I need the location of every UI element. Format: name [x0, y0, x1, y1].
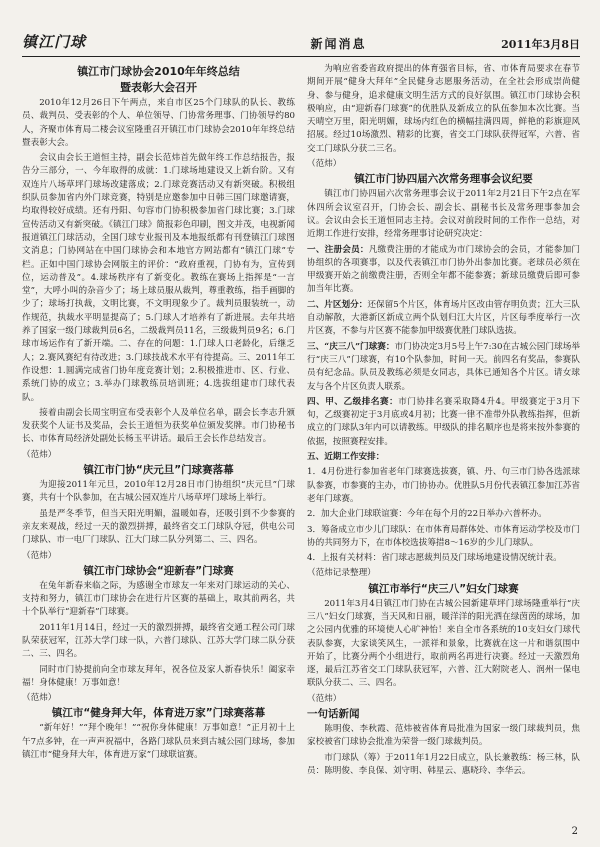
paragraph: “新年好！”“拜个晚年！”“祝你身体健康！万事如意！”正月初十上午7点多钟，在一声声祝福中，各路门球队员来到古城公园门球场，参加镇江市“健身拜大年，体育进万家”门球联谊赛。 [22, 723, 295, 761]
page-number: 2 [571, 826, 578, 837]
item-heading: 一、注册会员： [307, 244, 369, 255]
item-heading: 三、“庆三八”门球赛： [307, 341, 395, 352]
paragraph: 接着由副会长周宝明宣布受表彰个人及单位名单，副会长李志升颁发获奖个人证书及奖品，会长王道恒为获奖单位颁发奖牌。市门协秘书长、市体育局经济处副处长杨玉平讲话。最后王会长作总结发言。 [22, 407, 295, 445]
article-title: 镇江市“健身拜大年，体育进万家”门球赛落幕 [51, 707, 266, 720]
paragraph: 市门球队（筹）于2011年1月22日成立，队长兼教练：杨三林，队员：陈明俊、李良保、刘守明、韩星云、惠晓玲、李华云。 [307, 752, 580, 776]
issue-date: 2011年3月8日 [501, 38, 580, 51]
paragraph: 镇江市门协四届六次常务理事会议于2011年2月21日下午2点在军休四所会议室召开，门协会长、副会长、副秘书长及常务理事参加会议。会议由会长王道恒同志主持。会议对前段时间的工作作一总结，对近期工作进行安排，经常务理事讨论研究决定： [307, 189, 580, 240]
work-item: 2．加大企业门球联谊赛：今年在每个月的22日举办六普杯办。 [307, 509, 547, 520]
paragraph: 为响应省委省政府提出的体育强省目标，省、市体育局要求在春节期间开展“健身大拜年”全民健身志愿服务活动，在全社会形成崇尚健身、参与健身，追求健康文明生活方式的良好氛围。镇江市门球协会积极响应，由“迎新春门球赛”的优胜队及新成立的队伍参加本次比赛。当天晴空万里，阳光明媚，球场内红色的横幅挂满四周，鲜艳的彩旗迎风招展。经过10场激烈、精彩的比赛，省交工门球队获得冠军，六普、省交工门球队分获二三名。 [307, 64, 580, 154]
item-body: 市门协排名赛采取降4升4。甲级赛定于3月下旬，乙级赛初定于3月底或4月初；比赛一律不准带外队教练指挥，但新成立的门球队3年内可以请教练。甲级队的排名顺序也是将来按外参赛的依据，按照赛程安排。 [307, 396, 580, 447]
article-title: 镇江市门协四届六次常务理事会议纪要 [354, 173, 533, 186]
item-heading: 二、片区划分： [307, 299, 368, 310]
paragraph: 2010年12月26日下午两点，来自市区25个门球队的队长、教练员、裁判员、受表彰的个人、单位领导、门协常务理事、门协领导约80人，齐聚市体育局二楼会议室隆重召开镇江市门球协会2010年年终总结暨表彰大会。 [22, 98, 295, 148]
article-title: 镇江市门协“庆元旦”门球赛落幕 [83, 464, 234, 477]
item-heading: 五、近期工作安排： [307, 452, 385, 463]
content-columns [22, 63, 580, 823]
masthead: 镇江门球 [22, 33, 87, 51]
paragraph: 为迎接2011年元旦，2010年12月28日市门协组织“庆元旦”门球赛，共有十个队参加，在古城公园双连片八场草坪门球场上举行。 [22, 480, 295, 504]
paragraph: 虽是严冬季节，但当天阳光明媚，温暖如春，还吸引到不少参赛的亲友来观战，经过一天的激烈拼搏，最终省交工门球队夺冠，供电公司门球队、市一电厂门球队、江大门球二队分列第二、三、四名。 [22, 508, 295, 546]
paragraph: 陈明俊、李秋霞、范炜被省体育局批准为国家一级门球裁判员，焦家校被省门球协会批准为荣誉一级门球裁判员。 [307, 724, 580, 748]
minutes-item [307, 451, 580, 464]
author: （范炜记录整理） [307, 568, 376, 579]
author: （范炜） [22, 693, 57, 704]
minutes-item [307, 299, 580, 339]
paragraph: 会议由会长王道恒主持，副会长范炜首先做年终工作总结报告，报告分三部分，一、今年取得的成就：1.门球场地建设又上新台阶。又有双连片八场草坪门球场改建落成；2.门球竞赛活动又有新突破。积极组织队员参加省内外门球竞赛，特别是应邀参加中日韩三国门球邀请赛，均取得较好成绩。还有丹阳、句容市门协积极参加省门球比赛；3.门球宣传活动又有新突破。《镇江门球》简报彩色印刷，图文并茂，电视新闻报道镇江门球活动，全国门球专业报刊及本地报纸都有刊登镇江门球图文消息；门协网站在中国门球协会和本地官方网站都有“镇江门球”专栏。正如中国门球协会网版主的评价：“政府重视，门协有为，宣传到位，运动普及”。4.球场秩序有了新变化。教练在赛场上指挥是“一言堂”，大呼小叫的杂音少了；场上球员服从裁判，尊重教练，指手画脚的少了；球场打执裁，文明比赛，不文明现象少了。裁判员服装统一，动作规范，执裁水平明显提高了；5.门球人才培养有了新进展。去年共培养了国家一级门球裁判员6名，二级裁判员11名，三级裁判员9名；6.门球市场运作有了新开端。二、存在的问题：1.门球人口老龄化，后继乏人；2.赛风赛纪有待改进；3.门球技战术水平有待提高。三、2011年工作设想：1.圆满完成省门协年度竞赛计划；2.积极推进市、区、行业、系统门协的成立；3.举办门球教练员培训班；4.选拔组建市门球代表队。 [22, 153, 295, 403]
paragraph: 2011年1月14日，经过一天的激烈拼搏，最终省交通工程公司门球队荣获冠军，江苏大学门球一队，六普门球队、江苏大学门球二队分获二、三、四名。 [22, 622, 295, 660]
work-item: 4．上报有关材料：省门球志愿裁判员及门球场地建设情况统计表。 [307, 553, 562, 564]
author: （范炜） [22, 449, 57, 460]
paragraph: 同时市门协提前向全市球友拜年，祝各位及家人新春快乐！阖家幸福！身体健康！万事如意！ [22, 664, 295, 688]
item-body: 还保留5个片区，体育场片区改由管存明负责；江大三队自动解散，大港新区新成立两个队划归江大片区，片区每季度举行一次片区赛，不参与片区赛不能参加甲级赛优胜门球队选拔。 [307, 299, 580, 337]
article-title: 一句话新闻 [307, 708, 360, 721]
minutes-item [307, 244, 580, 297]
item-body: 凡缴费注册的才能成为市门球协会的会员，才能参加门协组织的各项赛事，以及代表镇江市门协外出参加比赛。老球员必须在甲级赛开始之前缴费注册，否则全年都不能参赛；新球员缴费后即可参加当年比赛。 [307, 244, 580, 295]
article-title: 镇江市门球协会2010年年终总结 [77, 65, 240, 78]
minutes-item [307, 341, 580, 394]
author: （范炜） [307, 693, 342, 704]
section-title: 新闻消息 [310, 37, 367, 51]
right-column [307, 63, 580, 823]
article-title: 镇江市门球协会“迎新春”门球赛 [83, 564, 234, 577]
article-subtitle: 暨表彰大会召开 [120, 81, 197, 94]
work-item: 3．筹备成立市少儿门球队：在市体育局群体处、市体育运动学校及市门协的共同努力下，在市体校选拔筹措8～16岁的少儿门球队。 [307, 524, 580, 548]
left-column [22, 63, 295, 823]
page-header [22, 30, 580, 52]
author: （范炜） [22, 550, 57, 561]
work-item: 1．4月份进行参加省老年门球赛选拔赛，镇、丹、句三市门协各选派球队参赛，市参赛的主办，市门协协办。优胜队5月份代表镇江参加江苏省老年门球赛。 [307, 467, 580, 504]
author: （范炜） [307, 159, 342, 170]
article-title: 镇江市举行“庆三八”妇女门球赛 [368, 582, 519, 595]
header-rule [22, 56, 580, 57]
item-heading: 四、甲、乙级排名赛： [307, 396, 399, 407]
paragraph: 2011年3月4日镇江市门协在古城公园新建草坪门球场隆重举行“庆三八”妇女门球赛，当天风和日丽，暖洋洋的阳光洒在绿茵茵的球场，加之公园内优雅的环境使人心旷神怡！来自全市各系统的10支妇女门球代表队参赛，大家谈笑风生，一派祥和景象，比赛就在这一片和谐氛围中开始了，比赛分两个小组进行，取前两名再进行决赛。经过一天激烈角逐，最后江苏省交工门球队获冠军，六普、江大附院老人、润州一保电联队分获二、三、四名。 [307, 598, 580, 689]
item-body: 市门协决定3月5号上午7:30在古城公园门球场举行“庆三八”门球赛，有10个队参加，时间一天。前四名有奖品，参赛队员有纪念品。队员及教练必须是女同志，具体已通知各个片区。请女球友与各个片区负责人联系。 [307, 341, 580, 392]
paragraph: 在兔年新春来临之际，为感谢全市球友一年来对门球运动的关心、支持和努力，镇江市门球协会在进行片区赛的基础上，取其前两名，共十个队举行“迎新春”门球赛。 [22, 580, 295, 618]
minutes-item [307, 396, 580, 449]
